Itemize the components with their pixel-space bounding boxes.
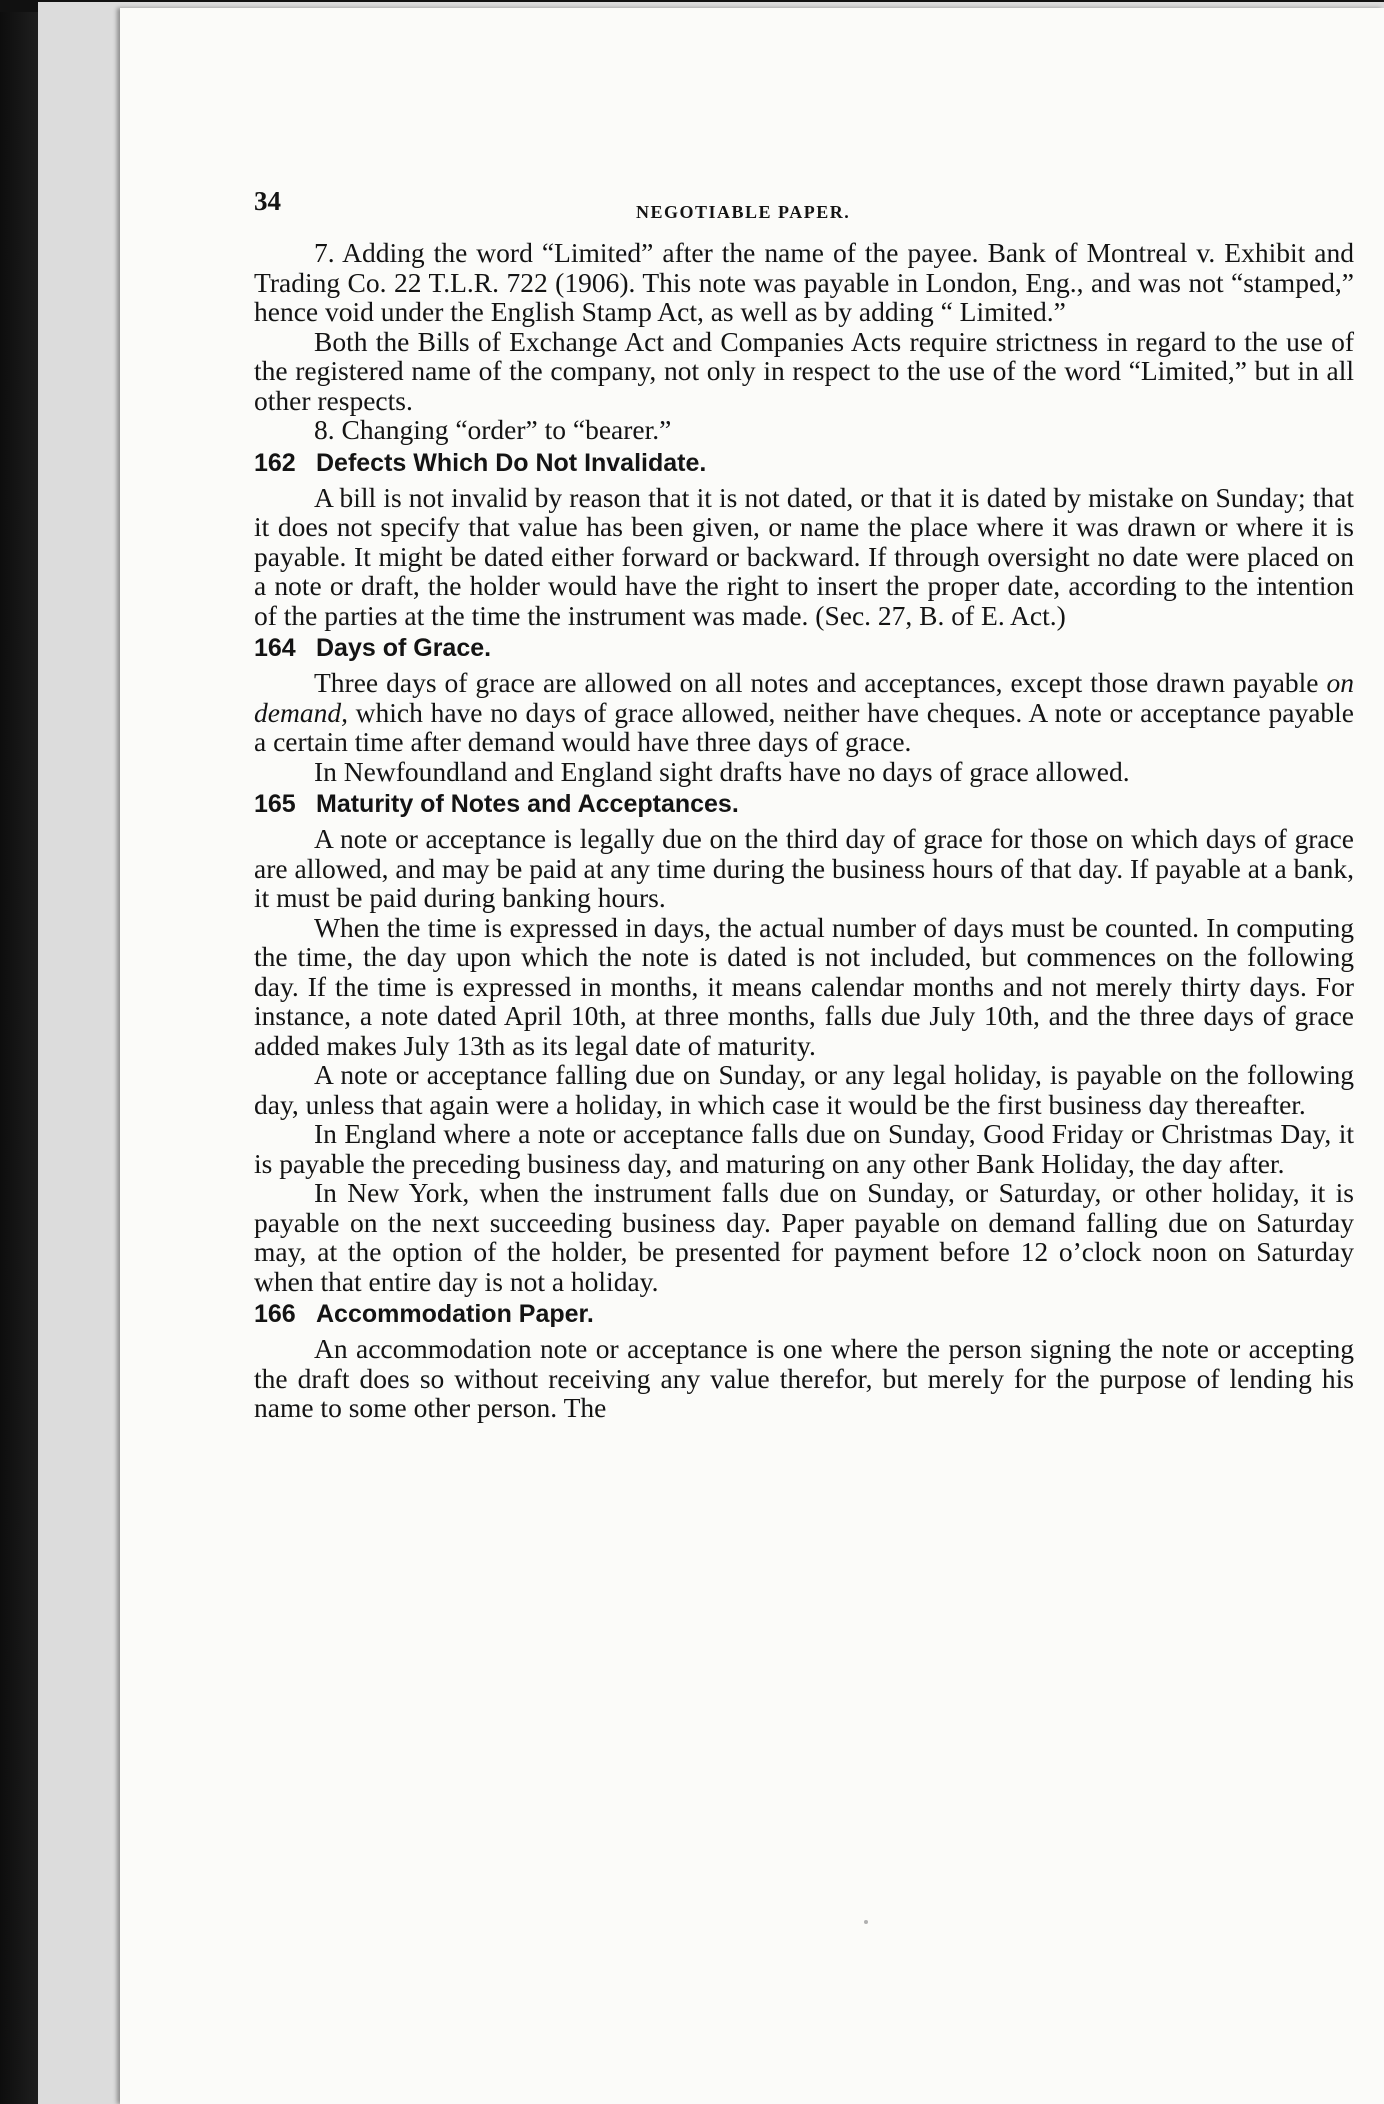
paragraph: A bill is not invalid by reason that it is not dated, or that it is dated by mistake on Sunday; that it does not specify that value has been given, or name the place where it was drawn or where it is payable. It might be dated either forward or backward. If through oversight no date were placed on a note or draft, the holder would have the right to insert the proper date, according to the intention of the parties at the time the instrument was made. (Sec. 27, B. of E. Act.) bbox=[254, 481, 1354, 631]
section-heading bbox=[254, 1298, 1354, 1330]
paragraph: In New York, when the instrument falls due on Sunday, or Saturday, or other holiday, it is payable on the next succeeding business day. Paper payable on demand falling due on Saturday may, at the option of the holder, be presented for payment before 12 o’clock noon on Saturday when that entire day is not a holiday. bbox=[254, 1177, 1354, 1297]
section-heading bbox=[254, 632, 1354, 664]
paragraph: An accommodation note or acceptance is one where the person signing the note or accepting the draft does so without receiving any value therefor, but merely for the purpose of lending his name to some other person. The bbox=[254, 1333, 1354, 1423]
section-number: 165 bbox=[254, 790, 296, 818]
page-content bbox=[254, 178, 1354, 1423]
section-number: 162 bbox=[254, 448, 296, 477]
book-page bbox=[120, 8, 1384, 2104]
text-run: which have no days of grace allowed, neither have cheques. A note or acceptance payable a certain time after demand would have three days of grace. bbox=[254, 696, 1354, 757]
section-heading bbox=[254, 447, 1354, 479]
section-number: 164 bbox=[254, 634, 296, 662]
section-number: 166 bbox=[254, 1300, 296, 1328]
italic-text: on demand, bbox=[254, 667, 1354, 728]
paragraph: In England where a note or acceptance falls due on Sunday, Good Friday or Christmas Day, it is payable the preceding business day, and maturing on any other Bank Holiday, the day after. bbox=[254, 1118, 1354, 1179]
paragraph: A note or acceptance falling due on Sunday, or any legal holiday, is payable on the following day, unless that again were a holiday, in which case it would be the first business day thereafter. bbox=[254, 1059, 1354, 1120]
running-title: NEGOTIABLE PAPER. bbox=[636, 202, 851, 222]
section-title: Accommodation Paper. bbox=[316, 1300, 594, 1328]
paragraph: 7. Adding the word “Limited” after the name of the payee. Bank of Montreal v. Exhibit and Trading Co. 22 T.L.R. 722 (1906). This note was payable in London, Eng., and was not “stamped,” hence void under the English Stamp Act, as well as by adding “ Limited.” bbox=[254, 237, 1354, 327]
paragraph: 8. Changing “order” to “bearer.” bbox=[314, 414, 672, 445]
paragraph: Both the Bills of Exchange Act and Companies Acts require strictness in regard to the use of the registered name of the company, not only in respect to the use of the word “Limited,” but in all other respects. bbox=[254, 325, 1354, 416]
paragraph bbox=[254, 668, 1354, 757]
running-head bbox=[254, 178, 1354, 238]
body-text bbox=[254, 238, 1354, 1423]
paper-speck bbox=[864, 1920, 868, 1924]
section-heading bbox=[254, 788, 1354, 820]
paragraph: When the time is expressed in days, the actual number of days must be counted. In computing the time, the day upon which the note is dated is not included, but commences on the following day. If the time is expressed in months, it means calendar months and not merely thirty days. For instance, a note dated April 10th, at three months, falls due July 10th, and the three days of grace added makes July 13th as its legal date of maturity. bbox=[254, 911, 1354, 1061]
paragraph: In Newfoundland and England sight drafts have no days of grace allowed. bbox=[314, 755, 1130, 787]
section-title: Defects Which Do Not Invalidate. bbox=[316, 448, 707, 477]
paragraph: A note or acceptance is legally due on the third day of grace for those on which days of grace are allowed, and may be paid at any time during the business hours of that day. If payable at a bank, it must be paid during banking hours. bbox=[254, 823, 1354, 913]
section-title: Days of Grace. bbox=[316, 634, 492, 662]
section-title: Maturity of Notes and Acceptances. bbox=[316, 790, 739, 818]
page-number: 34 bbox=[254, 186, 281, 216]
text-run: Three days of grace are allowed on all notes and acceptances, except those drawn payable bbox=[314, 667, 1327, 698]
